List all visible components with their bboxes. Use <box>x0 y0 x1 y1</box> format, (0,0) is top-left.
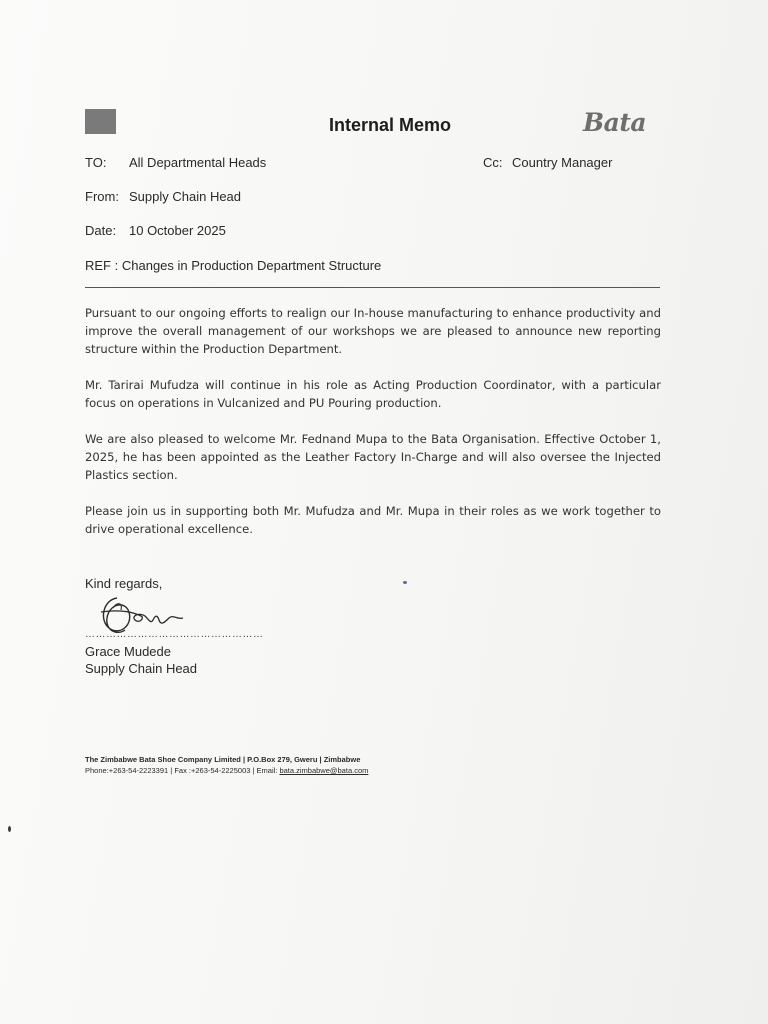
body-paragraph: We are also pleased to welcome Mr. Fednand Mupa to the Bata Organisation. Effective October 1, 2025, he has been appointed as the Leather Factory In-Charge and will also oversee the Injected Plastics section. <box>85 432 661 482</box>
cc-row <box>483 155 612 170</box>
date-label: Date: <box>85 223 117 238</box>
signer-title: Supply Chain Head <box>85 661 198 676</box>
ref-label: REF : <box>85 258 119 273</box>
footer-contact-text: Phone:+263-54-2223391 | Fax :+263-54-2225003 | Email: <box>85 766 280 775</box>
date-row <box>85 223 226 238</box>
to-label: TO: <box>85 155 107 170</box>
from-row <box>85 189 241 204</box>
ref-row <box>85 258 381 273</box>
scan-speck <box>403 581 407 584</box>
cc-label: Cc: <box>483 155 503 170</box>
memo-body <box>85 304 661 556</box>
header-divider <box>85 287 660 288</box>
signer-name: Grace Mudede <box>85 644 171 659</box>
scan-speck <box>8 826 11 832</box>
bata-logo: Bata <box>583 108 647 137</box>
footer-company-line: The Zimbabwe Bata Shoe Company Limited | P.O.Box 279, Gweru | Zimbabwe <box>85 755 361 764</box>
to-value: All Departmental Heads <box>129 155 267 170</box>
memo-title: Internal Memo <box>328 115 452 135</box>
date-value: 10 October 2025 <box>129 223 226 238</box>
from-value: Supply Chain Head <box>129 189 242 204</box>
ref-value: Changes in Production Department Structure <box>121 258 382 273</box>
body-paragraph: Mr. Tarirai Mufudza will continue in his role as Acting Production Coordinator, with a particular focus on operations in Vulcanized and PU Pouring production. <box>85 378 661 410</box>
body-paragraph: Please join us in supporting both Mr. Mufudza and Mr. Mupa in their roles as we work together to drive operational excellence. <box>85 504 661 536</box>
to-row <box>85 155 266 170</box>
footer-contact-line <box>85 766 368 775</box>
footer-email-link[interactable]: bata.zimbabwe@bata.com <box>279 766 369 775</box>
cc-value: Country Manager <box>512 155 613 170</box>
body-paragraph: Pursuant to our ongoing efforts to realign our In-house manufacturing to enhance productivity and improve the overall management of our workshops we are pleased to announce new reporting structure within the Production Department. <box>85 306 661 356</box>
closing-salutation: Kind regards, <box>85 576 163 591</box>
signature-line: …………………………………………… <box>85 629 264 640</box>
from-label: From: <box>85 189 119 204</box>
